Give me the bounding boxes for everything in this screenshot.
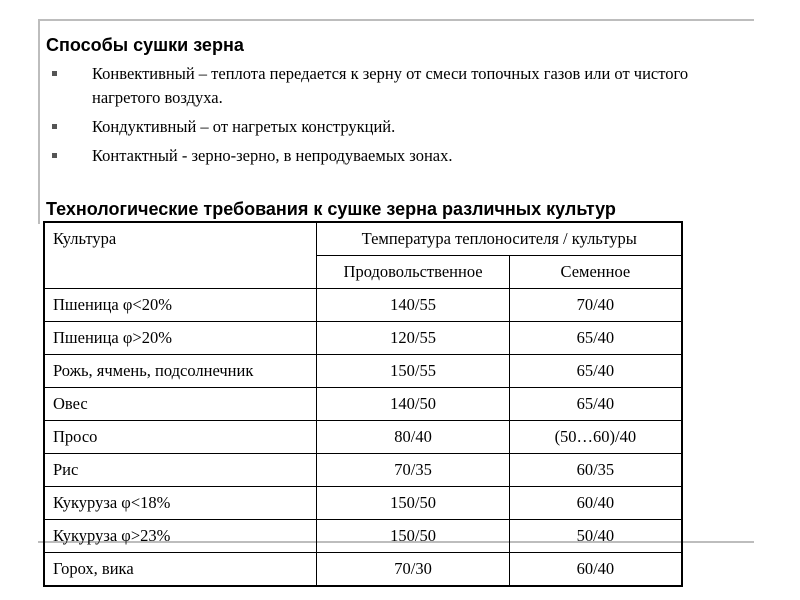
cell-culture: Рис (44, 454, 317, 487)
list-item-text: Контактный - зерно-зерно, в непродуваемых зонах. (92, 146, 453, 165)
bullet-square-icon (52, 153, 57, 158)
table-row (44, 454, 682, 487)
cell-culture: Овес (44, 388, 317, 421)
cell-culture: Пшеница φ>20% (44, 322, 317, 355)
header-temperature: Температура теплоносителя / культуры (317, 222, 682, 256)
cell-food: 140/55 (317, 289, 509, 322)
table-row (44, 355, 682, 388)
table-row (44, 553, 682, 587)
cell-culture: Горох, вика (44, 553, 317, 587)
cell-food: 150/55 (317, 355, 509, 388)
cell-food: 80/40 (317, 421, 509, 454)
cell-seed: 70/40 (509, 289, 682, 322)
cell-food: 150/50 (317, 520, 509, 553)
requirements-title: Технологические требования к сушке зерна различных культур (46, 199, 616, 219)
cell-seed: 65/40 (509, 388, 682, 421)
drying-methods-list (46, 62, 726, 173)
header-seed: Семенное (509, 256, 682, 289)
cell-culture: Пшеница φ<20% (44, 289, 317, 322)
cell-food: 140/50 (317, 388, 509, 421)
cell-seed: 60/40 (509, 487, 682, 520)
list-item (46, 62, 726, 110)
list-item (46, 144, 726, 168)
cell-seed: 50/40 (509, 520, 682, 553)
slide-left-rule (38, 19, 40, 224)
table-row (44, 322, 682, 355)
table-row (44, 421, 682, 454)
table-header-row (44, 222, 682, 256)
table-row (44, 487, 682, 520)
cell-culture: Просо (44, 421, 317, 454)
cell-seed: (50…60)/40 (509, 421, 682, 454)
cell-culture: Кукуруза φ<18% (44, 487, 317, 520)
requirements-table (43, 221, 683, 587)
bullet-square-icon (52, 124, 57, 129)
bullet-square-icon (52, 71, 57, 76)
cell-culture: Рожь, ячмень, подсолнечник (44, 355, 317, 388)
cell-seed: 60/40 (509, 553, 682, 587)
table-row (44, 289, 682, 322)
list-item (46, 115, 726, 139)
drying-methods-title: Способы сушки зерна (46, 35, 244, 55)
cell-food: 70/35 (317, 454, 509, 487)
table-row (44, 520, 682, 553)
cell-food: 120/55 (317, 322, 509, 355)
cell-food: 150/50 (317, 487, 509, 520)
header-food: Продовольственное (317, 256, 509, 289)
header-culture: Культура (44, 222, 317, 289)
table-row (44, 388, 682, 421)
cell-seed: 65/40 (509, 355, 682, 388)
cell-seed: 65/40 (509, 322, 682, 355)
cell-food: 70/30 (317, 553, 509, 587)
slide-top-rule (38, 19, 754, 21)
cell-seed: 60/35 (509, 454, 682, 487)
list-item-text: Конвективный – теплота передается к зерну от смеси топочных газов или от чистого нагретого воздуха. (92, 64, 689, 107)
cell-culture: Кукуруза φ>23% (44, 520, 317, 553)
list-item-text: Кондуктивный – от нагретых конструкций. (92, 117, 396, 136)
